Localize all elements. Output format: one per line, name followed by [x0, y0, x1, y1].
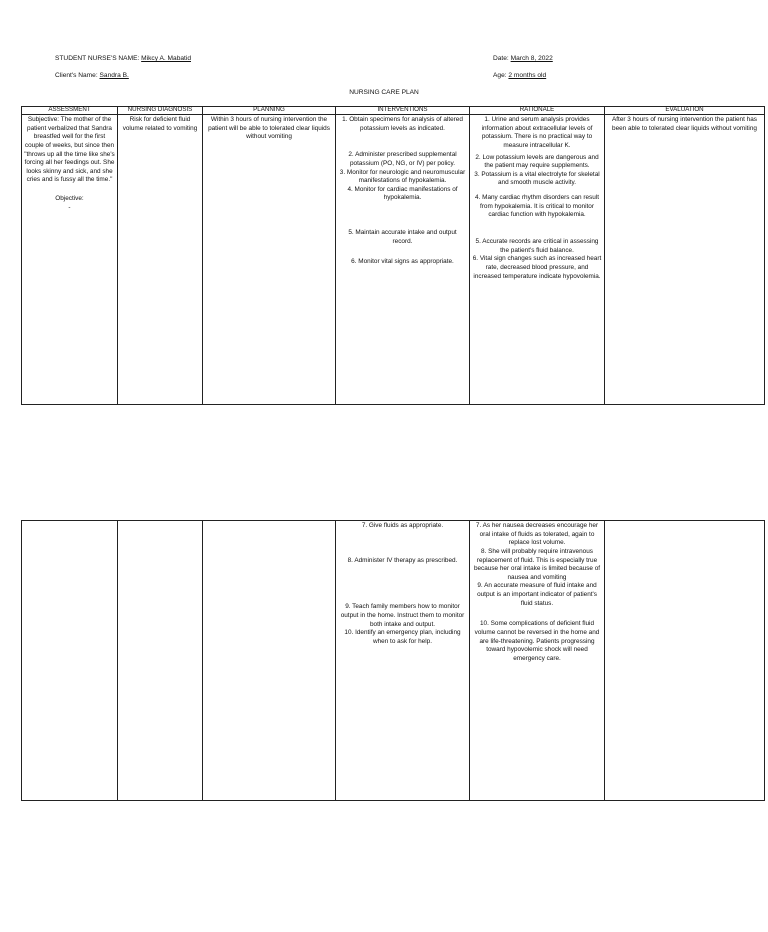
list-item: 2. Low potassium levels are dangerous and the patient may require supplements.	[475, 153, 599, 170]
assessment-cell	[22, 115, 118, 405]
list-item: 9. Teach family members how to monitor output in the home. Instruct them to monitor both intake and output.	[340, 603, 465, 628]
care-plan-table-page2	[21, 520, 765, 801]
interventions-cell	[336, 115, 470, 405]
student-name-label: STUDENT NURSE'S NAME:	[55, 55, 140, 62]
assessment-subjective: Subjective: The mother of the patient verbalized that Sandra breastfed well for the first couple of weeks, but since then "throws up all the time like she's forcing all her feedings out. She looks skinny and sick, and she cries and is fussy all the time."	[24, 116, 115, 184]
rationale-cell	[470, 115, 605, 405]
table-row	[22, 521, 765, 801]
col-interventions: INTERVENTIONS	[336, 107, 470, 115]
page-title: NURSING CARE PLAN	[349, 89, 419, 96]
list-item: 1. Obtain specimens for analysis of altered potassium levels as indicated.	[342, 116, 463, 132]
list-item: 7. Give fluids as appropriate.	[361, 522, 444, 529]
rationale-cell-cont	[470, 521, 605, 801]
interventions-cell-cont	[336, 521, 470, 801]
diagnosis-cell-cont	[118, 521, 203, 801]
diagnosis-cell: Risk for deficient fluid volume related to vomiting	[118, 115, 203, 405]
list-item: 10. Some complications of deficient fluid volume cannot be reversed in the home and are life-threatening. Patients progressing toward hypovolemic shock will need emergency care.	[474, 620, 600, 662]
student-name-line	[55, 55, 191, 64]
assessment-objective-label: Objective:	[55, 195, 84, 203]
list-item: 8. Administer IV therapy as prescribed.	[347, 556, 458, 564]
col-assessment: ASSESSMENT	[22, 107, 118, 115]
assessment-cell-cont	[22, 521, 118, 801]
list-item: 6. Monitor vital signs as appropriate.	[351, 258, 454, 266]
age-value: 2 months old	[508, 72, 547, 79]
client-name-label: Client's Name:	[55, 72, 98, 79]
list-item: 9. An accurate measure of fluid intake and output is an important indicator of patient's fluid status.	[477, 582, 597, 607]
list-item: 3. Potassium is a vital electrolyte for skeletal and smooth muscle activity.	[474, 170, 600, 187]
client-name-value: Sandra B.	[99, 72, 129, 79]
client-name-line	[55, 72, 129, 81]
evaluation-cell: After 3 hours of nursing intervention the patient has been able to tolerated clear liquids without vomiting	[605, 115, 765, 405]
col-nursing-diagnosis: NURSING DIAGNOSIS	[118, 107, 203, 115]
list-item: 3. Monitor for neurologic and neuromuscular manifestations of hypokalemia.	[339, 168, 466, 185]
assessment-objective-value: -	[68, 203, 71, 211]
list-item: 5. Accurate records are critical in assessing the patient's fluid balance.	[475, 238, 599, 254]
list-item: 8. She will probably require intravenous replacement of fluid. This is especially true because her oral intake is limited because of nausea and vomiting	[473, 547, 601, 581]
header-row	[22, 107, 765, 115]
planning-cell-cont	[203, 521, 336, 801]
list-item: 4. Many cardiac rhythm disorders can result from hypokalemia. It is critical to monitor cardiac function with hypokalemia.	[475, 194, 599, 219]
col-rationale: RATIONALE	[470, 107, 605, 115]
col-evaluation: EVALUATION	[605, 107, 765, 115]
care-plan-table-page1	[21, 106, 765, 405]
student-name-value: Mikcy A. Mabatid	[141, 55, 191, 62]
list-item: 1. Urine and serum analysis provides information about extracellular levels of potassium. There is no practical way to measure intracellular K.	[481, 116, 593, 149]
age-label: Age:	[493, 72, 507, 79]
list-item: 6. Vital sign changes such as increased heart rate, decreased blood pressure, and increased temperature indicate hypovolemia.	[472, 255, 602, 280]
date-label: Date:	[493, 55, 509, 62]
list-item: 10. Identify an emergency plan, including when to ask for help.	[344, 629, 461, 645]
planning-cell: Within 3 hours of nursing intervention the patient will be able to tolerated clear liquids without vomiting	[203, 115, 336, 405]
date-value: March 8, 2022	[510, 55, 553, 62]
list-item: 2. Administer prescribed supplemental potassium (PO, NG, or IV) per policy.	[348, 151, 457, 167]
list-item: 5. Maintain accurate intake and output record.	[348, 229, 457, 245]
table-row	[22, 115, 765, 405]
list-item: 4. Monitor for cardiac manifestations of hypokalemia.	[347, 185, 458, 202]
list-item: 7. As her nausea decreases encourage her oral intake of fluids as tolerated, again to replace lost volume.	[475, 522, 599, 547]
col-planning: PLANNING	[203, 107, 336, 115]
age-line	[493, 72, 546, 81]
date-line	[493, 55, 553, 64]
evaluation-cell-cont	[605, 521, 765, 801]
